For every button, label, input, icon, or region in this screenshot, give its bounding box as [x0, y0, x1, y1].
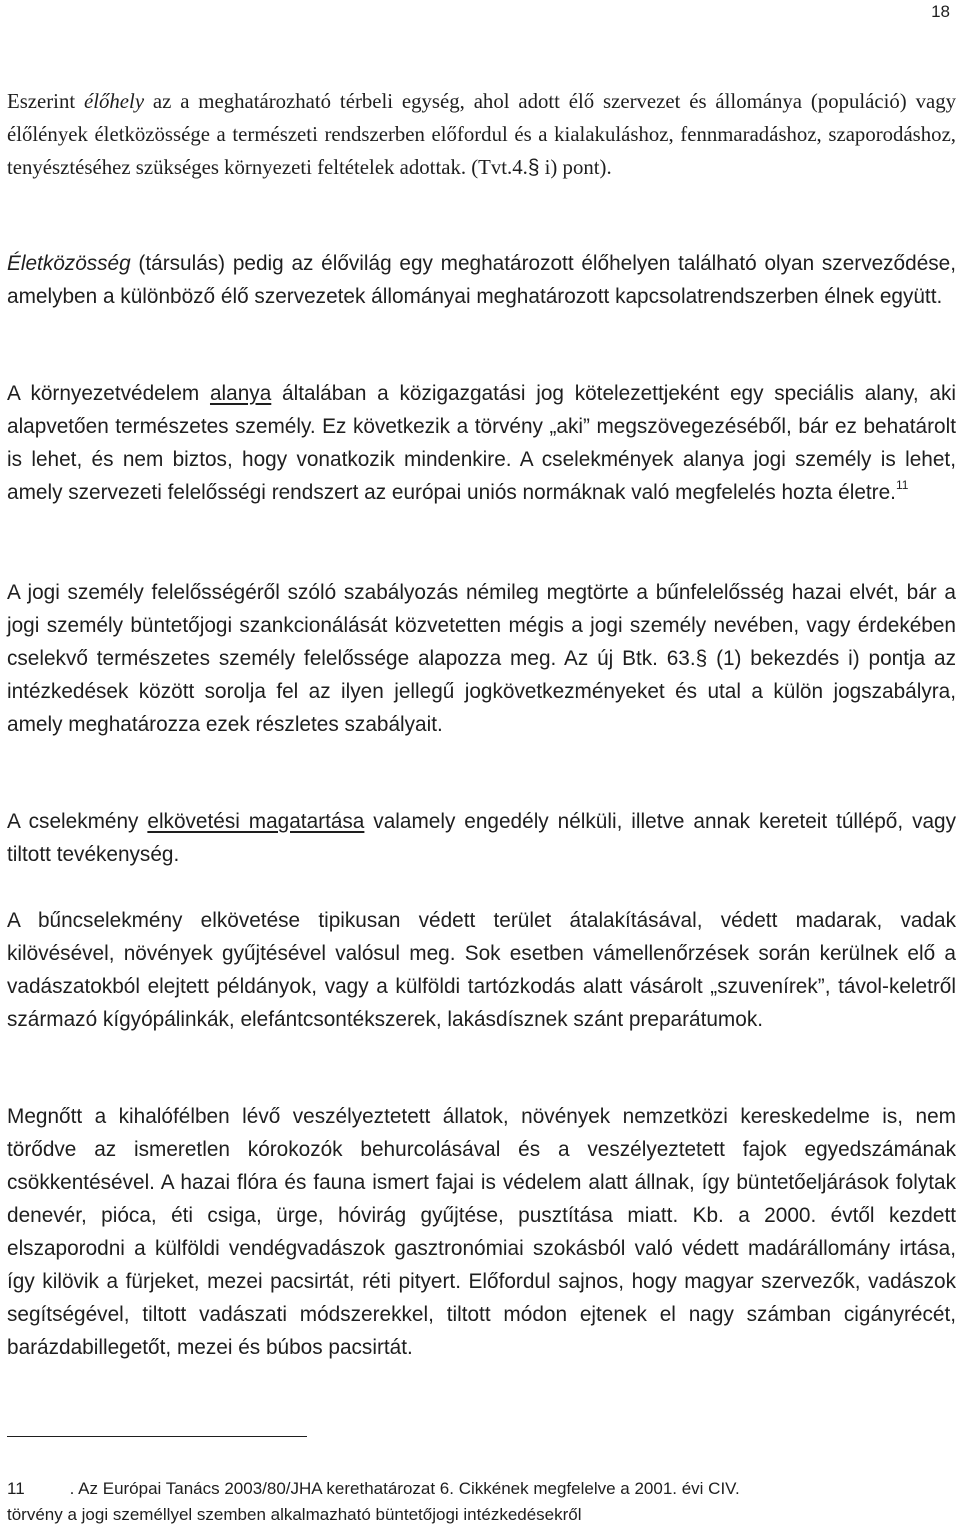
p1-term-elohely: élőhely — [84, 90, 145, 113]
p1-text-e: i) pont). — [539, 156, 612, 179]
p1-text-c: az a meghatározható térbeli egység, ahol adott élő szervezet és állománya (populáció) vagy élőlények életközössége a természeti rendszerben előfordul és a kialakuláshoz, fennmaradáshoz, szaporodáshoz, tenyésztéséhez szükséges környezeti feltételek adottak. (Tvt.4. — [7, 90, 957, 179]
paragraph-alany — [7, 377, 956, 509]
footnote-ref-11[interactable]: 11 — [895, 478, 909, 492]
p4-text-c: (1) bekezdés i) pontja az intézkedések között sorolja fel az ilyen jellegű jogkövetkezményeket és utal a külön jogszabályra, amely meghatározza ezek részletes szabályait. — [7, 647, 956, 736]
p5-text-a: A cselekmény — [7, 810, 148, 833]
section-sign: § — [695, 647, 708, 670]
footnote-line-2: törvény a jogi személlyel szemben alkalmazható büntetőjogi intézkedésekről — [7, 1505, 582, 1524]
paragraph-kereskedelem — [7, 1100, 956, 1364]
p2-term-eletkozosseg: Életközösség — [7, 252, 131, 275]
p5-text-c: valamely engedély nélküli, illetve annak kereteit túllépő, vagy tiltott tevékenység. — [7, 810, 956, 866]
page-number: 18 — [931, 2, 950, 21]
p3-text-a: A környezetvédelem — [7, 382, 210, 405]
footnote-separator — [7, 1436, 307, 1437]
paragraph-jogi-szemely — [7, 576, 956, 741]
p4-text-a: A jogi személy felelősségéről szóló szabályozás némileg megtörte a bűnfelelősség hazai elvét, bár a jogi személy büntetőjogi szankcionálását közvetetten mégis a jogi személy nevében, vagy érdekében cselekvő természetes személy felelőssége alapozza meg. Az új Btk. 63. — [7, 581, 956, 670]
paragraph-elohely — [7, 85, 956, 184]
p2-text-b: (társulás) pedig az élővilág egy meghatározott élőhelyen található olyan szerveződése, amelyben a különböző élő szervezetek állományai meghatározott kapcsolatrendszerben élnek együtt. — [7, 252, 956, 308]
paragraph-elkovetesi-magatartas — [7, 805, 956, 871]
section-sign: § — [527, 156, 540, 179]
p7-text: Megnőtt a kihalófélben lévő veszélyeztetett állatok, növények nemzetközi kereskedelme is, nem törődve az ismeretlen kórokozók behurcolásával és a veszélyeztetett fajok egyedszámának csökkentésével. A hazai flóra és fauna ismert fajai is védelem alatt állnak, így büntetőeljárások folytak denevér, pióca, éti csiga, ürge, hóvirág gyűjtése, pusztítása miatt. Kb. a 2000. évtől kezdett elszaporodni a külföldi vendégvadászok gasztronómiai szokásból való védett madárállomány irtása, így kilövik a fürjeket, mezei pacsirtát, réti pityert. Előfordul sajnos, hogy magyar szervezők, vadászok segítségével, tiltott vadászati módszerekkel, tiltott módon ejtenek el nagy számban cigányrécét, barázdabillegetőt, mezei és búbos pacsirtát. — [7, 1105, 956, 1359]
p5-term-elkovetesi-magatartasa: elkövetési magatartása — [147, 810, 365, 833]
paragraph-eletkozosseg — [7, 247, 956, 313]
footnote-line-1: . Az Európai Tanács 2003/80/JHA kerethatározat 6. Cikkének megfelelve a 2001. évi CIV. — [69, 1479, 740, 1498]
p3-text-c: általában a közigazgatási jog kötelezettjeként egy speciális alany, aki alapvetően természetes személy. Ez következik a törvény „aki” megszövegezéséből, bár ez behatárolt is lehet, és nem biztos, hogy vonatkozik mindenkire. A cselekmények alanya jogi személy is lehet, amely szervezeti felelősségi rendszert az európai uniós normáknak való megfelelés hozta életre. — [7, 382, 956, 504]
footnote-number: 11 — [7, 1479, 25, 1498]
p1-text-a: Eszerint — [7, 90, 84, 113]
p6-text: A bűncselekmény elkövetése tipikusan védett terület átalakításával, védett madarak, vadak kilövésével, növények gyűjtésével valósul meg. Sok esetben vámellenőrzések során kerülnek elő a vadászatokból elejtett példányok, vagy a külföldi tartózkodás alatt vásárolt „szuvenírek”, távol-keletről származó kígyópálinkák, elefántcsontékszerek, lakásdísznek szánt preparátumok. — [7, 909, 956, 1031]
paragraph-buncselekmeny — [7, 904, 956, 1036]
footnote-11 — [7, 1476, 956, 1528]
p3-term-alanya: alanya — [209, 382, 272, 405]
